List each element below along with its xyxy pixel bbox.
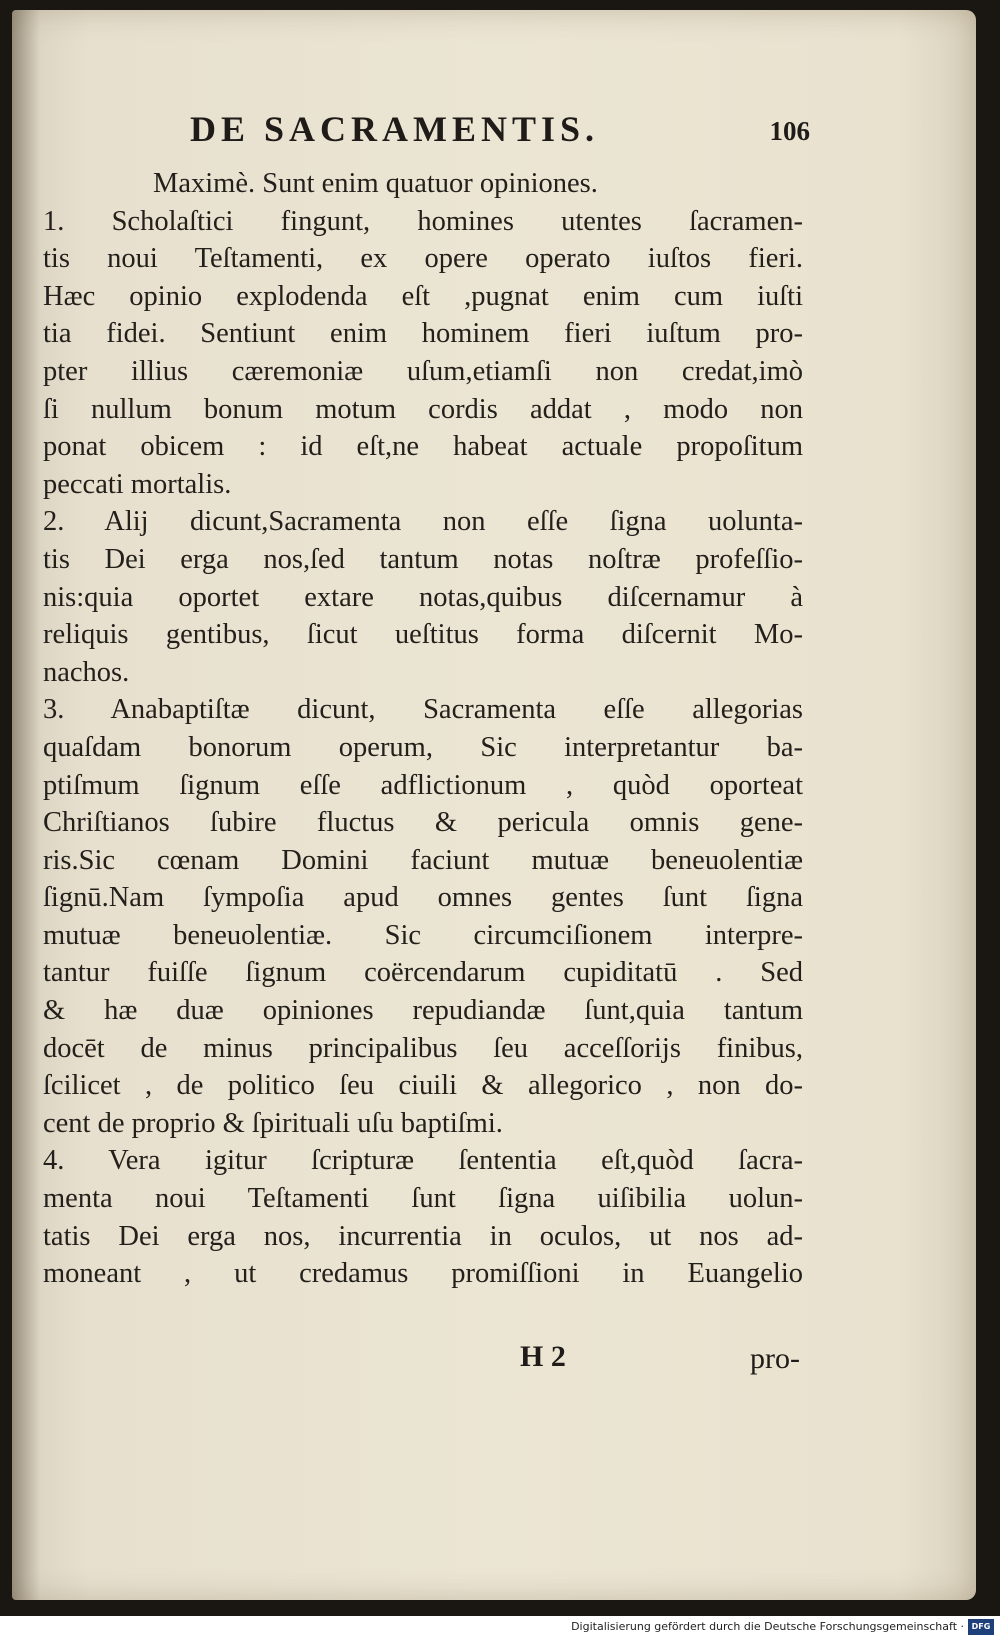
body-text [43, 165, 803, 1293]
text-line: tis Dei erga nos,ſed tantum notas noſtræ profeſſio- [43, 543, 803, 575]
text-line: nachos. [43, 656, 130, 688]
text-line: ſi nullum bonum motum cordis addat , modo non [43, 393, 803, 425]
funding-credit: Digitalisierung gefördert durch die Deutsche Forschungsgemeinschaft · [571, 1620, 964, 1633]
text-line: reliquis gentibus, ſicut ueſtitus forma diſcernit Mo- [43, 619, 803, 651]
dfg-logo-icon: DFG [968, 1619, 994, 1635]
text-line: Hæc opinio explodenda eſt ,pugnat enim cum iuſti [43, 280, 803, 312]
text-line: tatis Dei erga nos, incurrentia in oculos, ut nos ad- [43, 1220, 803, 1252]
text-line: peccati mortalis. [43, 468, 232, 500]
text-line: tia fidei. Sentiunt enim hominem fieri iuſtum pro- [43, 318, 803, 350]
page-footer [520, 1340, 800, 1380]
text-line: ſignū.Nam ſympoſia apud omnes gentes ſunt ſigna [43, 882, 803, 914]
text-line: pter illius cæremoniæ uſum,etiamſi non credat,imò [43, 355, 803, 387]
signature-mark: H 2 [520, 1340, 566, 1373]
credit-bar [0, 1616, 1000, 1640]
running-title: DE SACRAMENTIS. [190, 109, 600, 149]
text-line: & hæ duæ opiniones repudiandæ ſunt,quia tantum [43, 995, 803, 1027]
text-line: mutuæ beneuolentiæ. Sic circumciſionem interpre- [43, 919, 803, 951]
text-line: ris.Sic cœnam Domini faciunt mutuæ beneuolentiæ [43, 844, 803, 876]
text-line: cent de proprio & ſpirituali uſu baptiſmi. [43, 1107, 503, 1139]
text-line: 1. Scholaſtici fingunt, homines utentes ſacramen- [43, 205, 803, 237]
text-line: tis noui Teſtamenti, ex opere operato iuſtos fieri. [43, 243, 803, 275]
text-line: ponat obicem : id eſt,ne habeat actuale propoſitum [43, 431, 803, 463]
text-line: docēt de minus principalibus ſeu acceſſorijs finibus, [43, 1032, 803, 1064]
text-line: 2. Alij dicunt,Sacramenta non eſſe ſigna uolunta- [43, 506, 803, 538]
text-line: menta noui Teſtamenti ſunt ſigna uiſibilia uolun- [43, 1183, 803, 1215]
text-line: quaſdam bonorum operum, Sic interpretantur ba- [43, 731, 803, 763]
text-line: tantur fuiſſe ſignum coërcendarum cupiditatū . Sed [43, 957, 803, 989]
text-line: ſcilicet , de politico ſeu ciuili & allegorico , non do- [43, 1070, 803, 1102]
text-line: nis:quia oportet extare notas,quibus diſcernamur à [43, 581, 803, 613]
catchword: pro- [750, 1342, 800, 1375]
text-line: moneant , ut credamus promiſſioni in Euangelio [43, 1258, 803, 1290]
text-line: ptiſmum ſignum eſſe adflictionum , quòd oporteat [43, 769, 803, 801]
text-line: 3. Anabaptiſtæ dicunt, Sacramenta eſſe allegorias [43, 694, 803, 726]
text-line: Maximè. Sunt enim quatuor opiniones. [153, 168, 598, 199]
page-number: 106 [769, 116, 810, 146]
text-line: 4. Vera igitur ſcripturæ ſententia eſt,quòd ſacra- [43, 1145, 803, 1177]
page-gutter-shadow [12, 10, 40, 1600]
page-header [180, 108, 810, 148]
text-line: Chriſtianos ſubire fluctus & pericula omnis gene- [43, 807, 803, 839]
